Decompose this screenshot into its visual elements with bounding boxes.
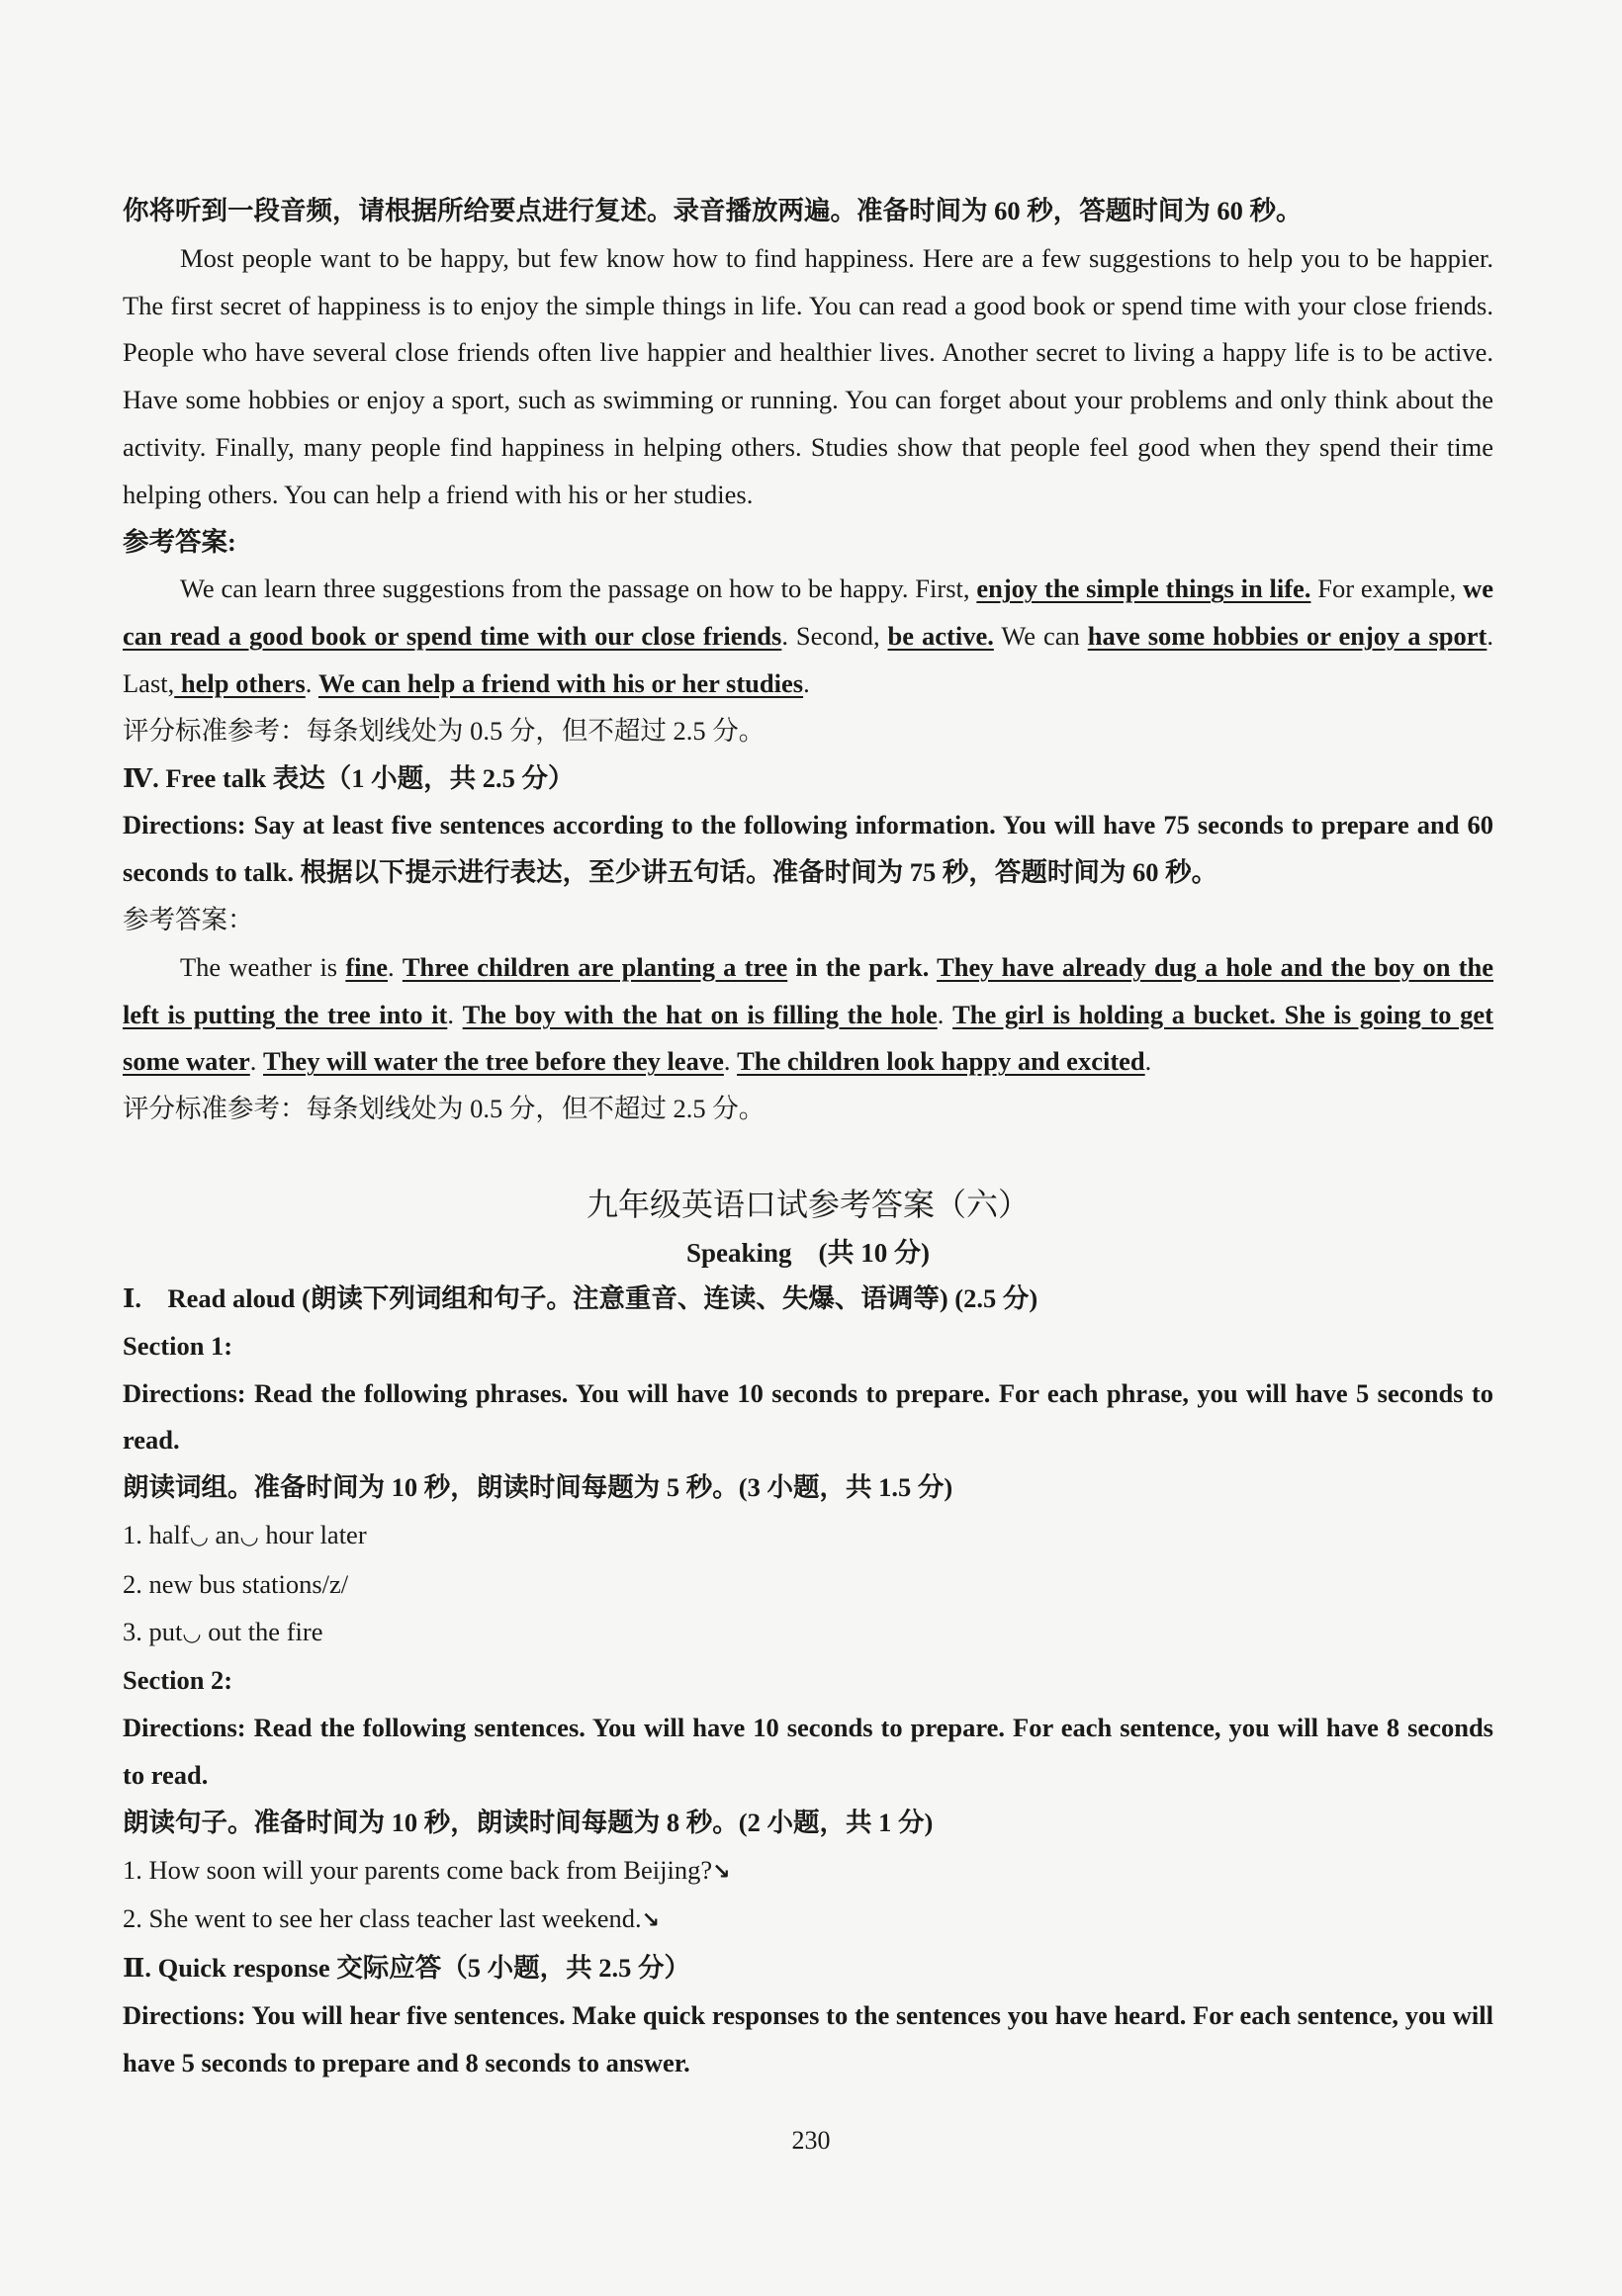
section2-label: Section 2: (123, 1665, 233, 1696)
phrase-1 (123, 1512, 1493, 1561)
answer2-point: fine (345, 951, 389, 982)
phrase-2: 2. new bus stations/z/ (123, 1568, 349, 1599)
answer2-point: The girl is holding a bucket. She is going to get some water (123, 999, 1494, 1077)
answer2-point: They have already dug a hole and the boy on the left is putting the tree into it (123, 951, 1494, 1029)
sentence-1 (123, 1847, 1493, 1897)
answer1-point: be active. (887, 621, 994, 652)
answer1-point: can read a good book or spend time with our close friends (123, 621, 782, 652)
scoring-note-2: 评分标准参考：每条划线处为 0.5 分，但不超过 2.5 分。 (123, 1094, 766, 1124)
answer2-text: . (723, 1046, 738, 1077)
passage-text: Most people want to be happy, but few know how to find happiness. Here are a few suggestions to help you to be happier. The first secret of happiness is to enjoy the simple things in life. You can read a good book or spend time with your close friends. People who have several close friends often live happier and healthier lives. Another secret to living a happy life is to be active. Have some hobbies or enjoy a sport, such as swimming or running. You can forget about your problems and only think about the activity. Finally, many people find happiness in helping others. Studies show that people feel good when they spend their time helping others. You can help a friend with his or her studies. (123, 242, 1493, 509)
phrase-3 (123, 1609, 1493, 1658)
part4-heading: Ⅳ. Free talk 表达（1 小题，共 2.5 分） (123, 762, 575, 793)
answer1-text: For example, (1310, 574, 1464, 604)
answer2-point: They will water the tree before they leave (263, 1046, 724, 1077)
phrase-text: hour later (258, 1519, 367, 1549)
phrase-text: 3. put (123, 1616, 183, 1646)
document-body (123, 188, 1493, 2086)
sentence-2 (123, 1896, 1493, 1945)
answer1-text: We can learn three suggestions from the passage on how to be happy. First, (180, 574, 977, 604)
falling-intonation-icon: ↘ (712, 1859, 731, 1885)
answer1-point: enjoy the simple things in life. (976, 574, 1311, 604)
answer2-point: Three children are planting a tree (402, 951, 788, 982)
answer2-text: . (388, 951, 403, 982)
part2-directions: Directions: You will hear five sentences. Make quick responses to the sentences you have heard. For each sentence, you will have 5 seconds to prepare and 8 seconds to answer. (123, 1999, 1493, 2077)
sentence-text: 2. She went to see her class teacher last weekend. (123, 1903, 642, 1934)
phrase-text: an (208, 1519, 240, 1549)
answer1-point: We can help a friend with his or her studies (318, 667, 804, 698)
answer2-text: . (447, 999, 463, 1029)
part4-directions: Directions: Say at least five sentences according to the following information. You will have 75 seconds to prepare and 60 seconds to talk. 根据以下提示进行表达，至少讲五句话。准备时间为 75 秒，答题时间为 60 秒。 (123, 810, 1493, 888)
answer2-text: . (1144, 1046, 1152, 1077)
answer1-point: help others (174, 667, 306, 698)
section-title: 九年级英语口试参考答案（六） (586, 1186, 1030, 1222)
answer-paragraph-1 (123, 566, 1493, 707)
section1-directions: Directions: Read the following phrases. You will have 10 seconds to prepare. For each phrase, you will have 5 seconds to read. (123, 1377, 1493, 1456)
section1-label: Section 1: (123, 1330, 233, 1361)
sentence-text: 1. How soon will your parents come back from Beijing? (123, 1854, 713, 1885)
phrase-text: 1. half (123, 1519, 190, 1549)
answer1-text: . Last, (123, 621, 1493, 698)
liaison-icon: ◡ (182, 1621, 202, 1646)
answer2-text: in the park. (787, 951, 938, 982)
liaison-icon: ◡ (189, 1524, 209, 1549)
scoring-note-1: 评分标准参考：每条划线处为 0.5 分，但不超过 2.5 分。 (123, 715, 766, 746)
section2-directions: Directions: Read the following sentences. You will have 10 seconds to prepare. For each sentence, you will have 8 seconds to read. (123, 1713, 1493, 1790)
answer2-text: . (937, 999, 953, 1029)
reference-answer-label-2: 参考答案： (123, 904, 254, 934)
section2-cn-instructions: 朗读句子。准备时间为 10 秒，朗读时间每题为 8 秒。(2 小题，共 1 分) (123, 1807, 934, 1837)
answer2-point: The boy with the hat on is filling the hole (462, 999, 938, 1029)
answer1-text: . Second, (781, 621, 888, 652)
part2-heading: Ⅱ. Quick response 交际应答（5 小题，共 2.5 分） (123, 1953, 690, 1984)
liaison-icon: ◡ (239, 1524, 259, 1549)
reference-answer-label-1: 参考答案: (123, 526, 236, 557)
top-instruction: 你将听到一段音频，请根据所给要点进行复述。录音播放两遍。准备时间为 60 秒，答题时间为 60 秒。 (123, 196, 1303, 225)
answer1-point: have some hobbies or enjoy a sport (1087, 621, 1487, 652)
page-number: 230 (791, 2126, 831, 2155)
answer2-text: The weather is (180, 951, 346, 982)
falling-intonation-icon: ↘ (641, 1908, 661, 1934)
answer1-text: . (305, 667, 318, 698)
answer-paragraph-2 (123, 944, 1493, 1086)
speaking-title: Speaking (共 10 分) (685, 1237, 931, 1268)
section1-cn-instructions: 朗读词组。准备时间为 10 秒，朗读时间每题为 5 秒。(3 小题，共 1.5 分) (123, 1472, 953, 1503)
part1-heading: Ⅰ. Read aloud (朗读下列词组和句子。注意重音、连读、失爆、语调等) (2.5 分) (123, 1282, 1038, 1313)
answer2-point: The children look happy and excited (737, 1046, 1145, 1077)
answer1-text: . (803, 667, 810, 698)
answer2-text: . (249, 1046, 264, 1077)
answer1-text: We can (993, 621, 1088, 652)
phrase-text: out the fire (201, 1616, 323, 1646)
answer1-text: we (1463, 574, 1493, 604)
